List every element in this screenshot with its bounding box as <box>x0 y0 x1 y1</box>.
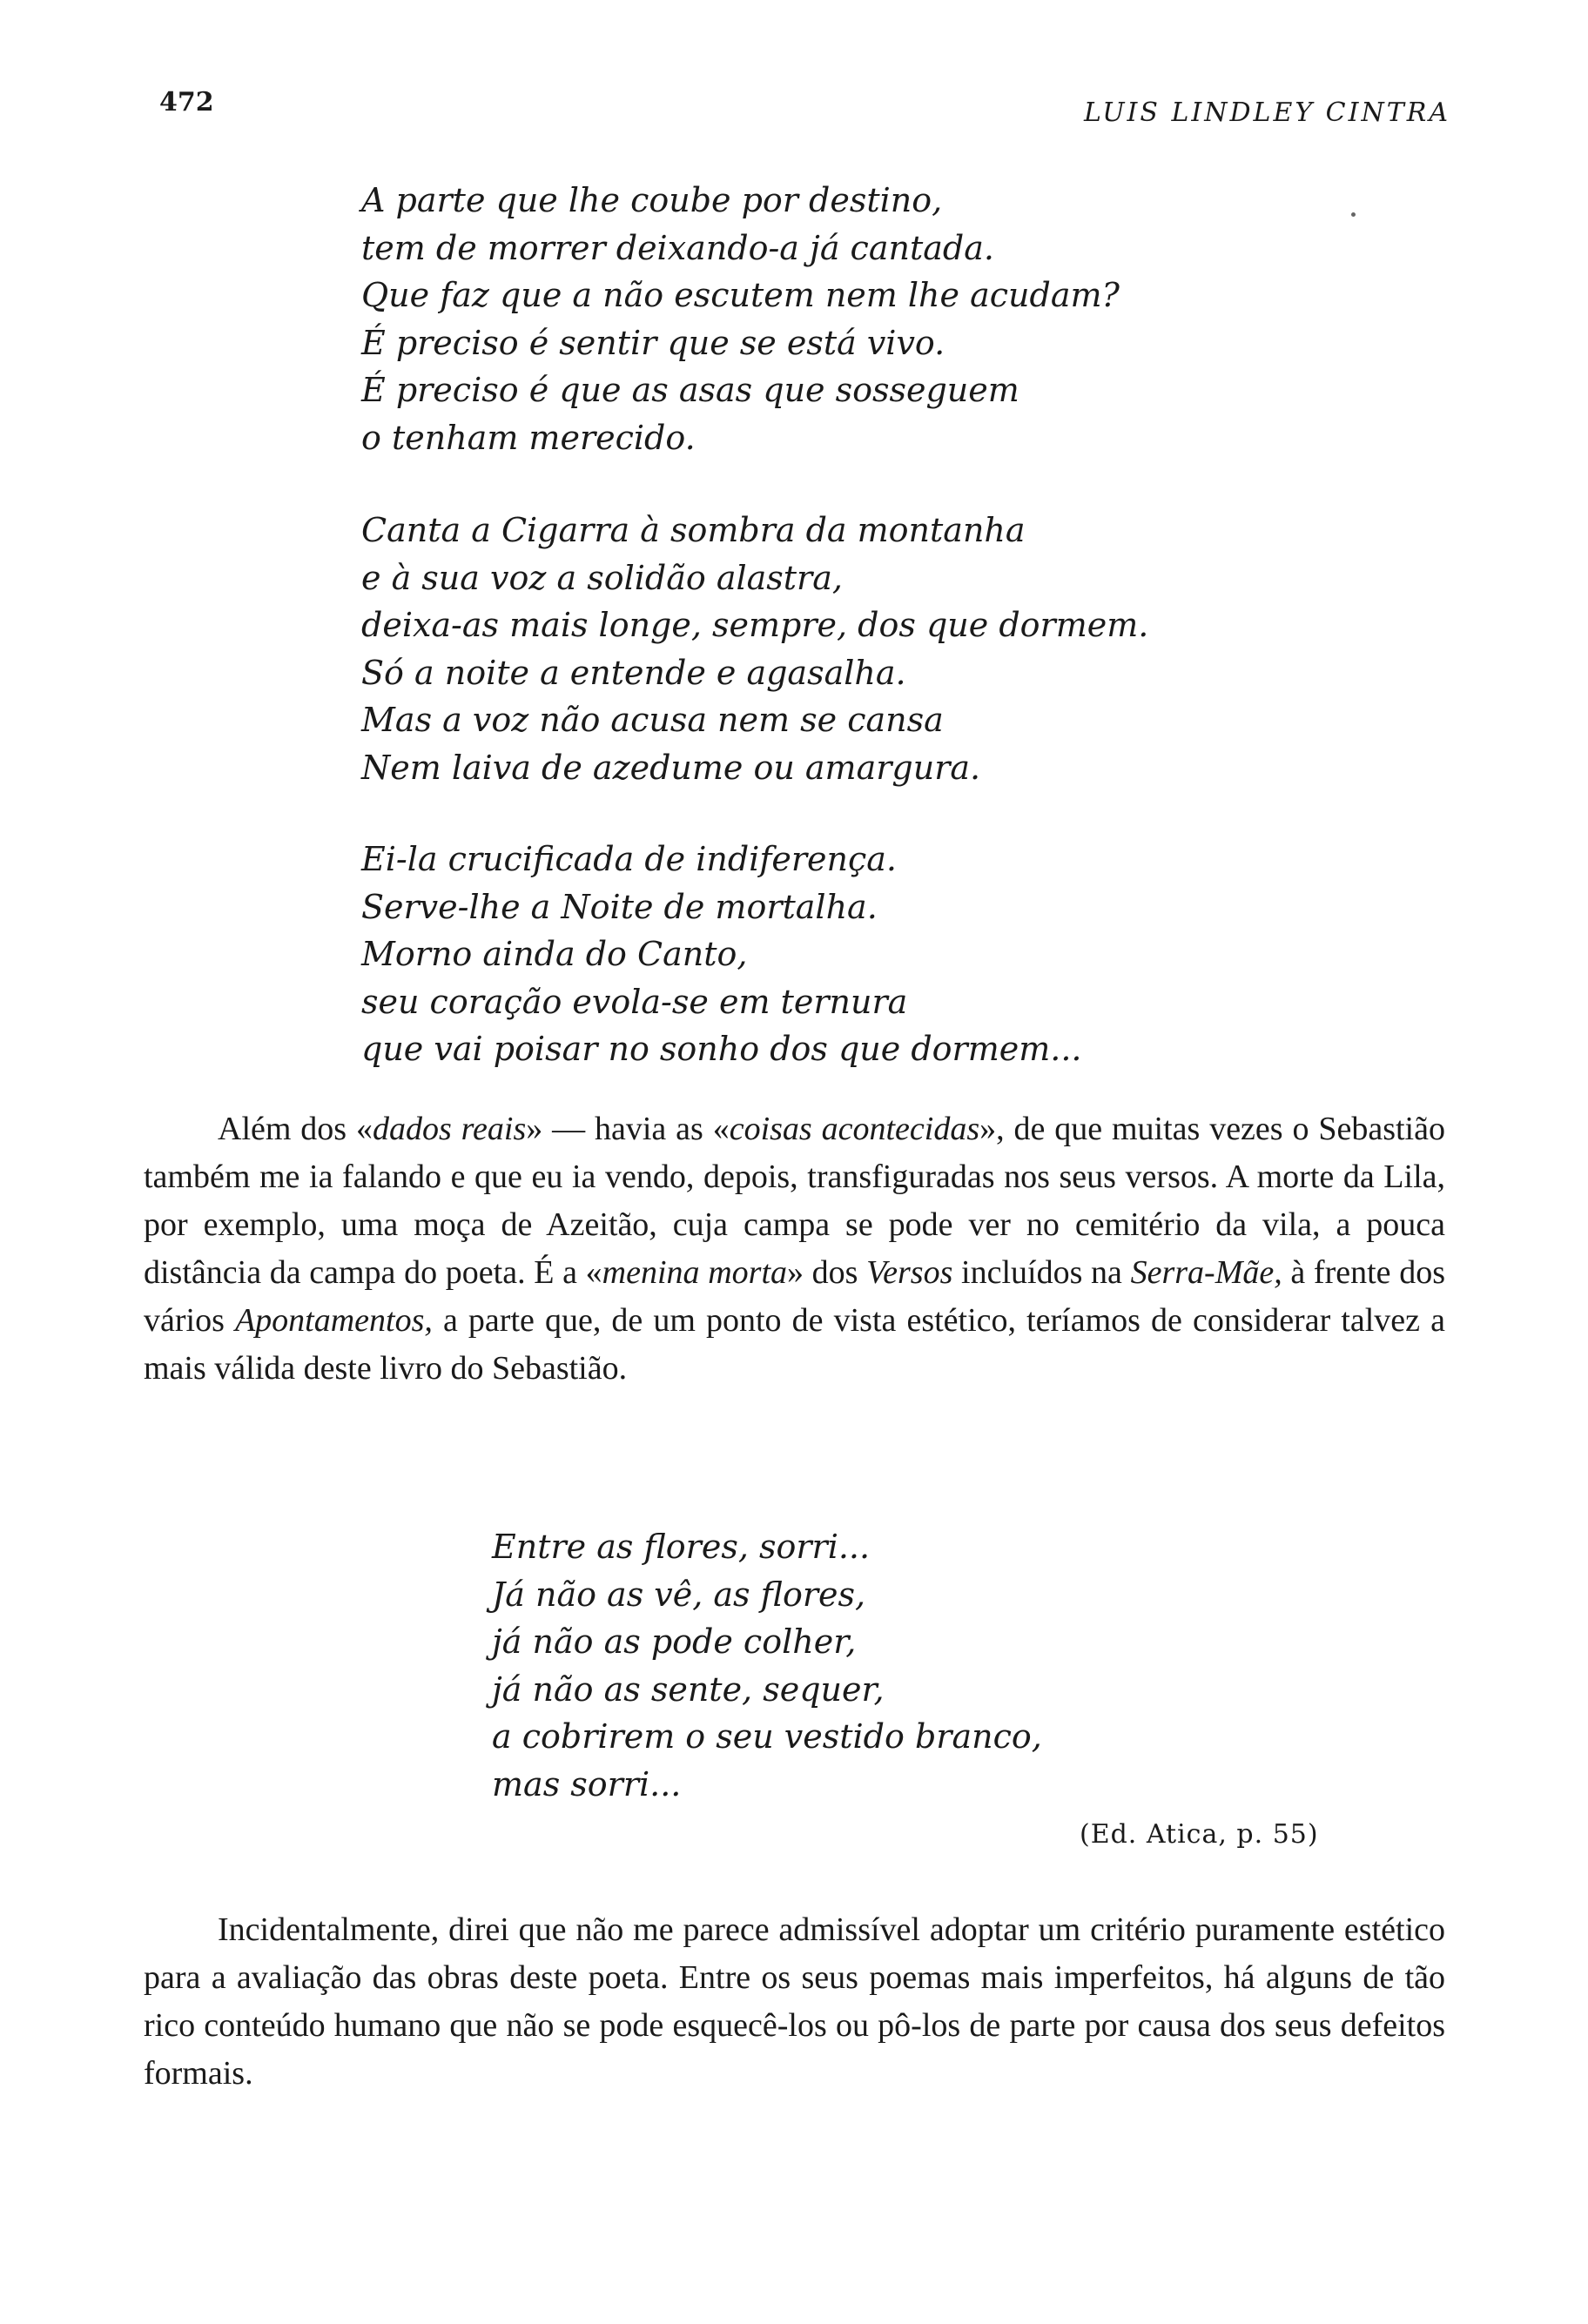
poem-line: e à sua voz a solidão alastra, <box>361 558 843 597</box>
poem-stanza-1 <box>361 177 1120 461</box>
poem-line: Morno ainda do Canto, <box>361 935 748 973</box>
text-run: Além dos « <box>218 1111 373 1147</box>
running-head: LUIS LINDLEY CINTRA <box>1083 97 1450 128</box>
poem-stanza-2 <box>361 507 1148 791</box>
text-run: » — havia as « <box>526 1111 730 1147</box>
poem-line: já não as sente, sequer, <box>492 1669 885 1709</box>
poem-line: É preciso é que as asas que sosseguem <box>361 371 1019 409</box>
italic-run: menina morta <box>602 1254 787 1291</box>
poem-line: Serve-lhe a Noite de mortalha. <box>361 887 878 926</box>
poem-line: seu coração evola-se em ternura <box>361 982 908 1021</box>
poem-citation: (Ed. Atica, p. 55) <box>1080 1819 1319 1850</box>
text-run: incluídos na <box>952 1254 1131 1291</box>
poem-line: Ei-la crucificada de indiferença. <box>361 840 898 878</box>
page-header <box>0 87 1588 139</box>
italic-run: Versos <box>866 1254 953 1291</box>
quoted-poem <box>492 1523 1042 1808</box>
body-paragraph-2: Incidentalmente, direi que não me parece admissível adoptar um critério puramente estético para a avaliação das obras deste poeta. Entre os seus poemas mais imperfeitos, há alguns de tão rico conteúdo humano que não se pode esquecê-los ou pô-los de parte por causa dos seus defeitos formais. <box>144 1911 1445 2092</box>
text-run: à frente dos vários <box>144 1254 1445 1339</box>
poem-line: A parte que lhe coube por destino, <box>361 181 943 219</box>
poem-line: Canta a Cigarra à sombra da montanha <box>361 511 1026 549</box>
poem-line: Entre as flores, sorri... <box>492 1528 871 1566</box>
page-number: 472 <box>159 87 214 118</box>
poem-stanza-3 <box>361 836 1082 1073</box>
poem-line: Nem laiva de azedume ou amargura. <box>361 748 981 787</box>
poem-line: tem de morrer deixando-a já cantada. <box>361 228 994 267</box>
italic-run: coisas acontecidas <box>729 1111 980 1147</box>
poem-line: Que faz que a não escutem nem lhe acudam? <box>361 276 1120 314</box>
poem-line: a cobrirem o seu vestido branco, <box>492 1717 1042 1756</box>
poem-line: que vai poisar no sonho dos que dormem... <box>361 1030 1082 1068</box>
poem-line: deixa-as mais longe, sempre, dos que dormem. <box>361 606 1149 644</box>
poem-line: Já não as vê, as flores, <box>492 1575 866 1614</box>
text-run: a parte que, de um ponto de vista estético, teríamos de considerar talvez a mais válida deste livro do Sebastião. <box>144 1302 1445 1387</box>
text-run: » dos <box>787 1254 867 1291</box>
print-speck <box>1351 212 1356 217</box>
body-paragraph-1 <box>144 1105 1445 1393</box>
italic-run: Serra-Mãe, <box>1130 1254 1282 1291</box>
poem-line: o tenham merecido. <box>361 418 696 457</box>
poem-line: Mas a voz não acusa nem se cansa <box>361 701 944 739</box>
poem-line: É preciso é sentir que se está vivo. <box>361 323 945 362</box>
poem-line: Só a noite a entende e agasalha. <box>361 653 906 692</box>
text-run: », de que muitas vezes o Sebastião também me ia falando e que eu ia vendo, depois, transfiguradas nos seus versos. A morte da Lila, por exemplo, uma moça de Azeitão, cuja campa se pode ver no cemitério da vila, a pouca distância da campa do poeta. É a « <box>144 1111 1445 1291</box>
italic-run: Apontamentos, <box>234 1302 433 1339</box>
italic-run: dados reais <box>372 1111 527 1147</box>
poem-line: já não as pode colher, <box>492 1622 857 1661</box>
poem-line: mas sorri... <box>492 1764 682 1803</box>
